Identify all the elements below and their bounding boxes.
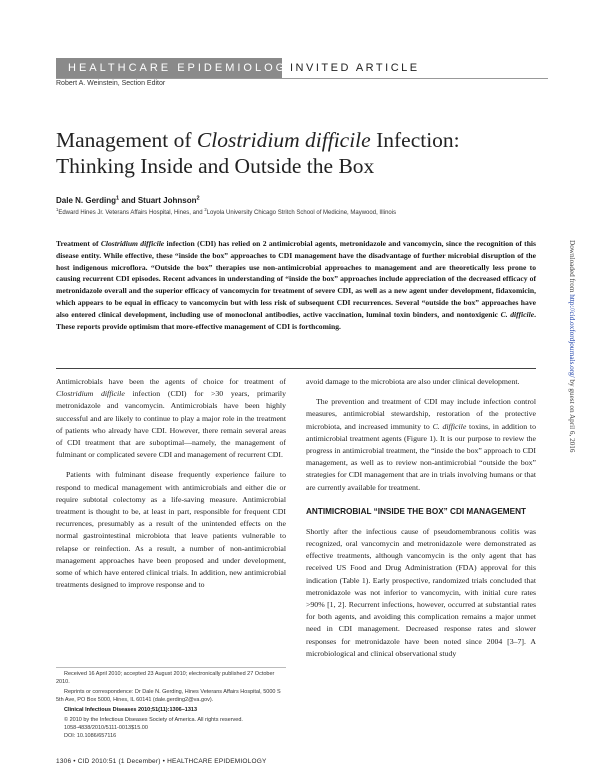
- affiliations: [56, 207, 397, 216]
- abstract-s1: Treatment of: [56, 239, 101, 248]
- author-1-sup: 1: [116, 195, 120, 202]
- author-2-sup: 2: [196, 195, 200, 202]
- footnote-reprints: Reprints or correspondence: Dr Dale N. Gerding, Hines Veterans Affairs Hospital, 5000 S 5th Ave, PO Box 5000, Hines, IL 60141 (dale.gerding2@va.gov).: [56, 689, 281, 703]
- footnote-copyright: © 2010 by the Infectious Diseases Society of America. All rights reserved.: [64, 717, 243, 723]
- download-note-post: by guest on April 6, 2016: [568, 377, 576, 453]
- header-rule: [56, 78, 548, 79]
- left-p1-a: Antimicrobials have been the agents of choice for treatment of: [56, 377, 286, 386]
- body-paragraph: [306, 376, 536, 388]
- page-footer: 1306 • CID 2010:51 (1 December) • HEALTHCARE EPIDEMIOLOGY: [56, 758, 267, 765]
- affil-1: Edward Hines Jr. Veterans Affairs Hospital, Hines, and: [58, 210, 205, 216]
- abstract-rule: [56, 368, 536, 369]
- right-p2-italic: C. difficile: [432, 421, 467, 431]
- abstract-s1-italic: Clostridium difficile: [100, 239, 165, 248]
- right-p2-a: The prevention and treatment of CDI may include infection control measures, antimicrobial stewardship, restoration of the protective microbiota, and increased immunity to: [306, 397, 536, 431]
- body-paragraph: [56, 376, 286, 461]
- affil-sup-2: 2: [204, 207, 207, 212]
- footnotes: [56, 670, 282, 740]
- left-p1-b: infection (CDI) for >30 years, primarily metronidazole and vancomycin. Antimicrobials have been highly successful and are likely to continue to play a major role in the treatment of patients who already have CDI. However, there remain several areas of CDI treatment that are suboptimal—namely, the management of fulminant or complicated severe CDI and management of recurrent CDI.: [56, 389, 286, 460]
- left-p2: Patients with fulminant disease frequently experience failure to respond to medical management with antimicrobials and either die or require subtotal colectomy as a life-saving measure. Antimicrobial treatment is thought to be, at least in part, responsible for frequent CDI recurrences, presumably as a result of the unintended effects on the normal gastrointestinal microbiota that leave patients vulnerable to relapse or reinfection. As a result, a number of non-antimicrobial management approaches have been proposed and under development, some of which have entered clinical trials. In addition, new antimicrobial treatments designed to improve response and to: [56, 470, 286, 590]
- abstract-s2: infection (CDI) has relied on 2 antimicrobial agents, metronidazole and vancomycin, since the recognition of this disease entity. While effective, these “inside the box” approaches to CDI management have the disadvantage of further microbial disruption of the host indigenous microflora. “Outside the box” therapies use non-antimicrobial approaches to management and are theoretically less prone to causing recurrent CDI episodes. Recent advances in understanding of “inside the box” approaches include appreciation of the decreased efficacy of metronidazole overall and the superior efficacy of vancomycin for treatment of severe CDI, as well as a new agent under development, fidaxomicin, which appears to be equal in efficacy to vancomycin but with less risk of subsequent CDI recurrences. Several “outside the box” approaches have also entered clinical development, including use of monoclonal antibodies, active vaccination, luminal toxin binders, and nontoxigenic: [56, 239, 536, 319]
- download-note-pre: Downloaded from: [568, 240, 576, 295]
- section-heading: ANTIMICROBIAL “INSIDE THE BOX” CDI MANAGEMENT: [306, 506, 527, 516]
- download-note: [566, 240, 576, 500]
- author-list: [56, 196, 200, 205]
- title-line1-post: Infection:: [370, 128, 460, 152]
- affil-sup-1: 1: [56, 207, 59, 212]
- body-paragraph: [306, 396, 536, 494]
- footnote-journal: Clinical Infectious Diseases 2010;51(11):1306–1313: [64, 707, 197, 713]
- right-p2-b: toxins, in addition to antimicrobial treatment agents (Figure 1). It is our purpose to review the progress in antimicrobial treatment, the “inside the box” approach to CDI management, as well as to review non-antimicrobial “outside the box” strategies for CDI management that are in trials involving humans or that are currently available for treatment.: [306, 421, 536, 492]
- left-p1-italic: Clostridium difficile: [56, 389, 125, 399]
- title-line1-pre: Management of: [56, 128, 197, 152]
- affil-2: Loyola University Chicago Stritch School of Medicine, Maywood, Illinois: [206, 210, 397, 216]
- footnote-doi: DOI: 10.1086/657116: [64, 733, 117, 739]
- author-2: Stuart Johnson: [137, 196, 197, 205]
- abstract: [56, 238, 536, 332]
- download-link[interactable]: http://cid.oxfordjournals.org/: [568, 294, 576, 378]
- article-title: [56, 127, 526, 179]
- article-type-label: INVITED ARTICLE: [290, 62, 420, 74]
- body-paragraph: [56, 469, 286, 591]
- footnote-rule: [56, 667, 286, 668]
- footnote-issn: 1058-4838/2010/5111-0013$15.00: [64, 725, 148, 731]
- abstract-s3: . These reports provide optimism that more-effective management of CDI is forthcoming.: [56, 309, 537, 331]
- footnote-received: Received 16 April 2010; accepted 23 August 2010; electronically published 27 October 2010.: [56, 671, 275, 685]
- body-column-right: [306, 376, 536, 660]
- title-line1-italic: Clostridium difficile: [196, 128, 371, 152]
- abstract-s2-italic: C. difficile: [500, 309, 535, 319]
- section-label-bar: HEALTHCARE EPIDEMIOLOGY: [56, 58, 282, 78]
- body-paragraph: [306, 526, 536, 660]
- title-line2: Thinking Inside and Outside the Box: [56, 154, 375, 178]
- right-p3: Shortly after the infectious cause of pseudomembranous colitis was recognized, oral vancomycin and metronidazole were demonstrated as effective treatments, although vancomycin is the only agent that has received US Food and Drug Administration (FDA) approval for this indication (Table 1). Early prospective, randomized trials concluded that metronidazole was not inferior to vancomycin, with initial cure rates >90% [1, 2]. Recurrent infections, however, occurred at substantial rates for both agents, and avoiding this complication remains a major unmet need in CDI management. Decreased response rates and slower responses for metronidazole have been noted since 2004 [3–7]. A microbiological and clinical observational study: [306, 526, 536, 658]
- body-column-left: [56, 376, 286, 591]
- section-editor: Robert A. Weinstein, Section Editor: [56, 80, 166, 87]
- author-separator: and: [119, 196, 138, 205]
- right-p1: avoid damage to the microbiota are also under clinical development.: [306, 377, 520, 386]
- author-1: Dale N. Gerding: [56, 196, 117, 205]
